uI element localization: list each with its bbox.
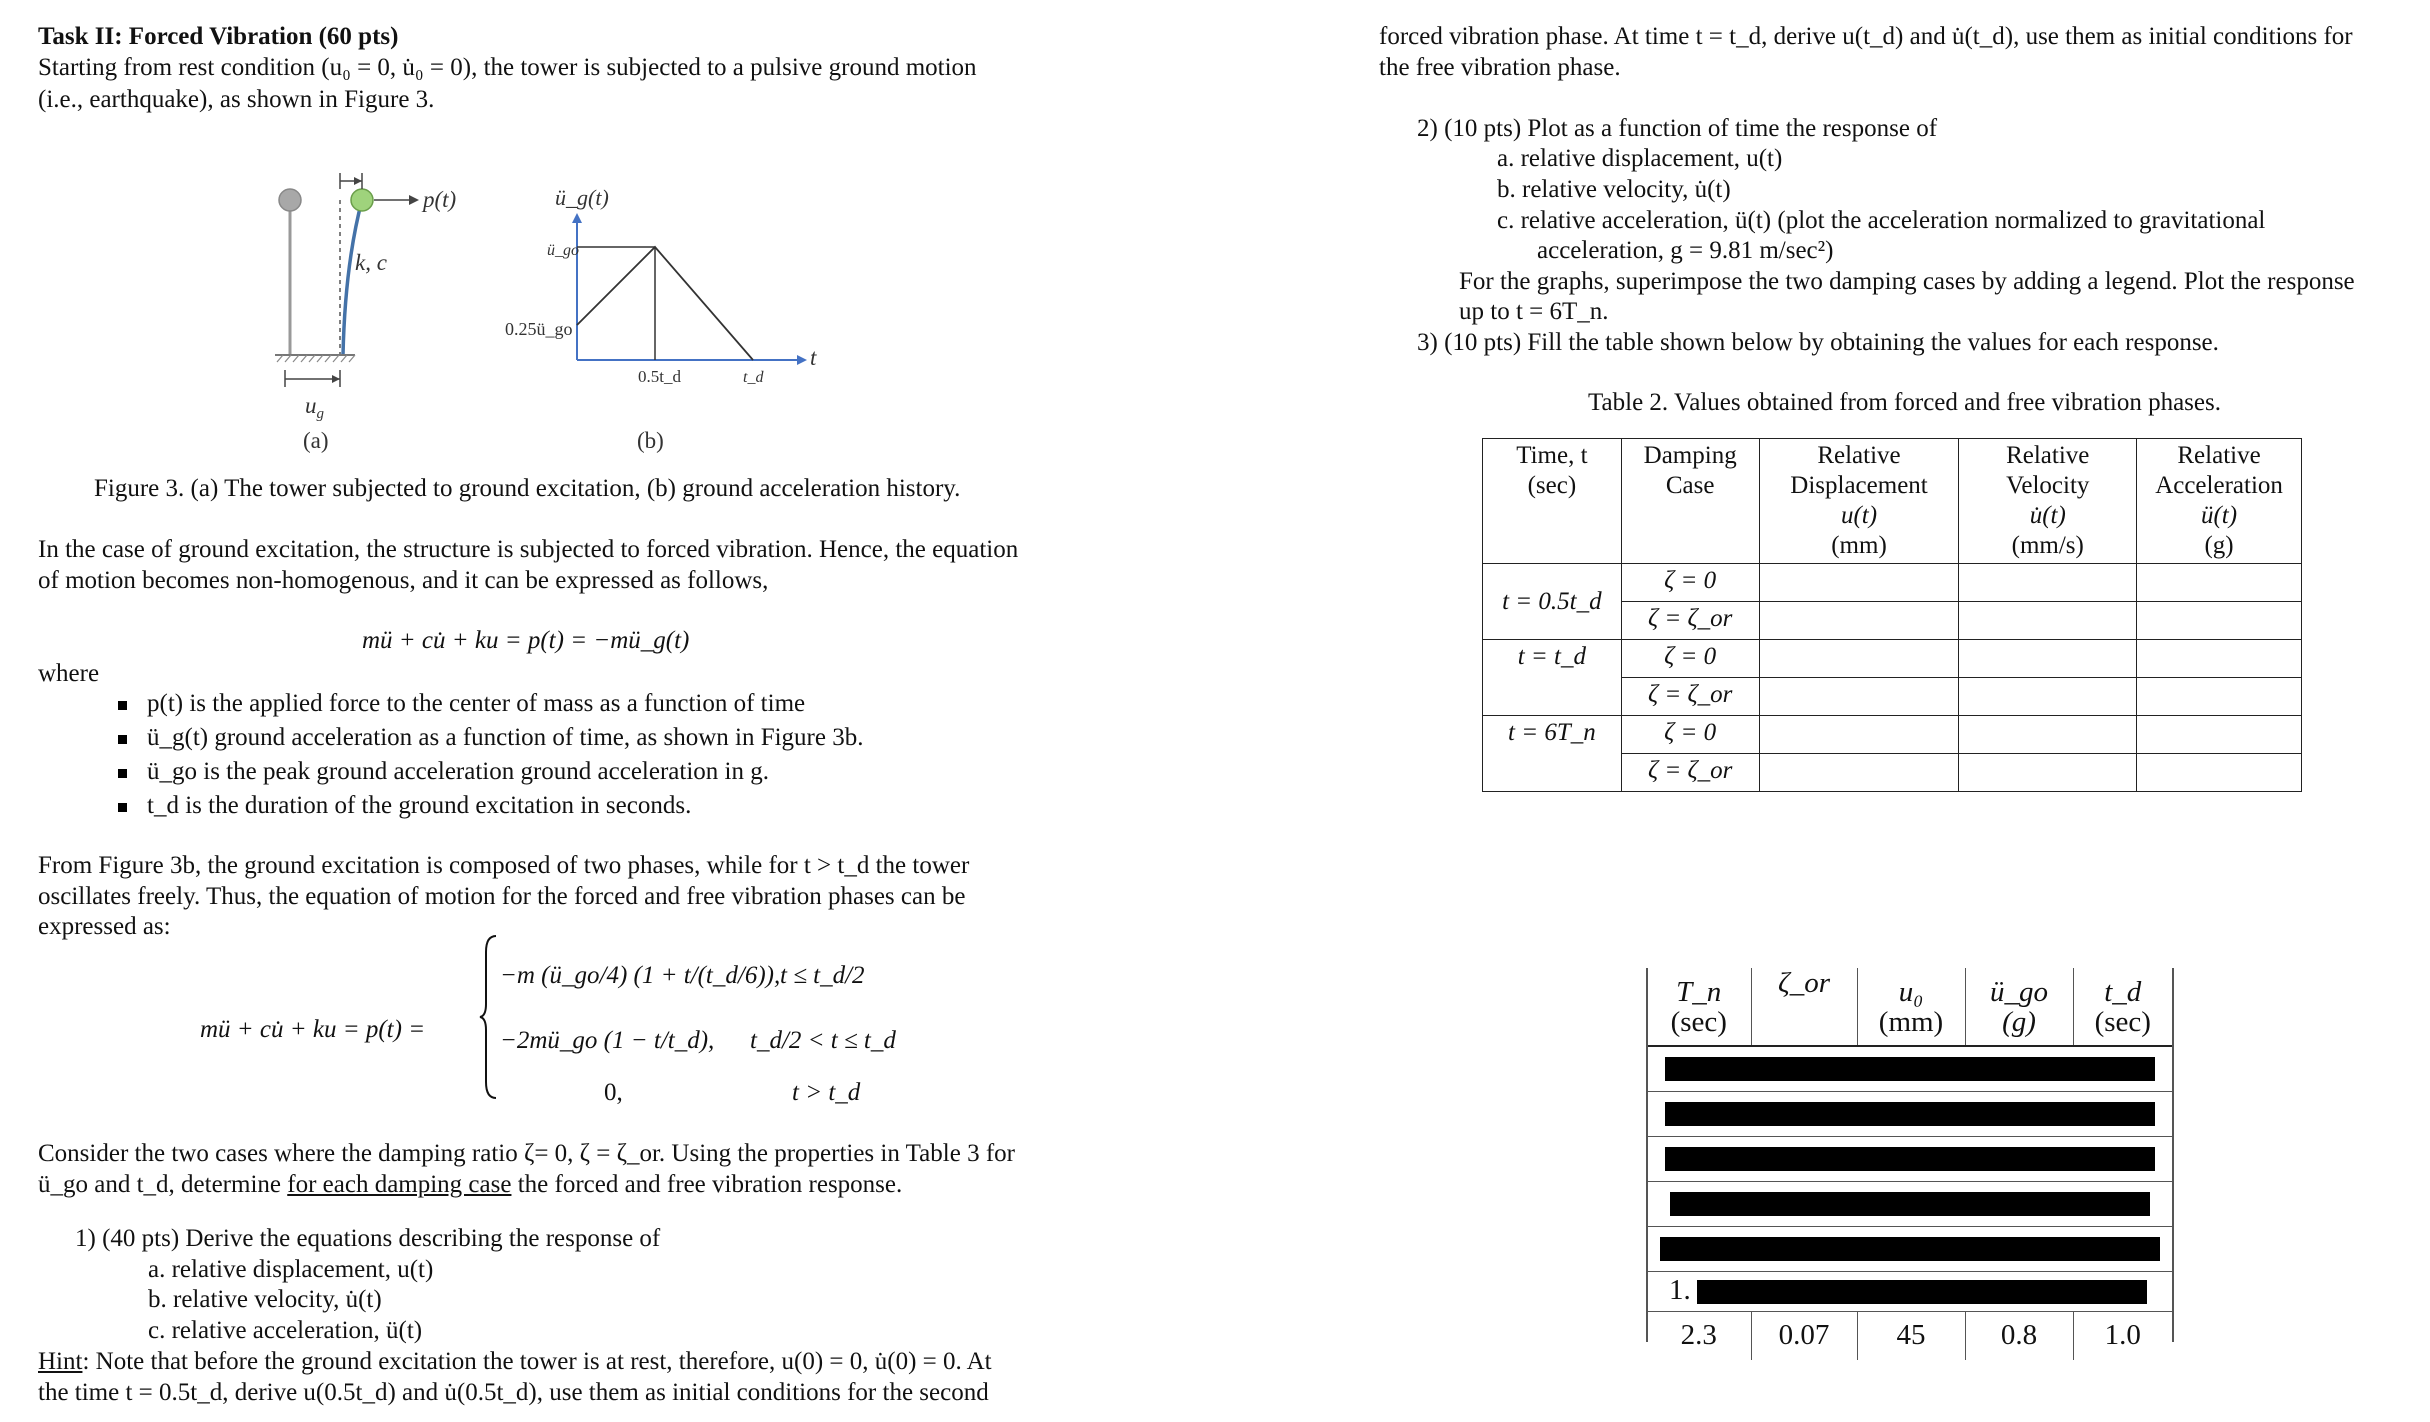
table-3-cell: 0.07: [1751, 1312, 1857, 1360]
eq2-cond2: t_d/2 < t ≤ t_d: [750, 1027, 896, 1054]
table-2-empty-cell[interactable]: [1959, 716, 2137, 754]
table-2-header: Relative Displacement u(t) (mm): [1759, 439, 1959, 564]
figure-3: [255, 155, 1035, 475]
table-2-damping-cell: ζ = 0: [1621, 564, 1759, 602]
table-2-empty-cell[interactable]: [2137, 602, 2302, 640]
label-td: t_d: [743, 369, 764, 386]
label-025ugo: 0.25ü_go: [505, 319, 573, 339]
label-05td: 0.5t_d: [638, 367, 681, 386]
table-2-empty-cell[interactable]: [1959, 602, 2137, 640]
table-2-empty-cell[interactable]: [1959, 754, 2137, 792]
table-row: [1483, 716, 2302, 754]
table-row: [1483, 564, 2302, 602]
table-2-header: Relative Acceleration ü(t) (g): [2137, 439, 2302, 564]
label-pt: p(t): [423, 187, 457, 212]
redaction-bar: [1660, 1237, 2160, 1261]
table-2-header: Time, t (sec): [1483, 439, 1622, 564]
bullet-item: p(t) is the applied force to the center of mass as a function of time: [118, 688, 863, 722]
table-2-empty-cell[interactable]: [2137, 754, 2302, 792]
label-t: t: [810, 345, 817, 370]
table-3: [1647, 968, 2172, 1360]
question-2-note1: For the graphs, superimpose the two damping cases by adding a legend. Plot the response: [1459, 268, 2355, 295]
table-3-redacted-row: [1647, 1227, 2172, 1272]
table-2-damping-cell: ζ = ζ_or: [1621, 678, 1759, 716]
table-3-header: ü_go (g): [1965, 968, 2073, 1046]
continuation-line2: the free vibration phase.: [1379, 54, 1621, 81]
figure-3-caption: Figure 3. (a) The tower subjected to ground excitation, (b) ground acceleration history.: [94, 475, 961, 502]
table-3-cell: 2.3: [1647, 1312, 1751, 1360]
label-ugo: ü_go: [547, 242, 579, 259]
eq2-case1: −m (ü_go/4) (1 + t/(t_d/6)),: [500, 962, 781, 989]
question-2-note2: up to t = 6T_n.: [1459, 298, 1609, 325]
equation-motion: mü + cu̇ + ku = p(t) = −mü_g(t): [362, 627, 690, 654]
label-ug-sub: g: [316, 406, 324, 422]
figure-3a-tower: [275, 173, 456, 453]
label-b: (b): [637, 428, 664, 453]
bullet-item: t_d is the duration of the ground excitation in seconds.: [118, 790, 863, 824]
table-2-empty-cell[interactable]: [1959, 640, 2137, 678]
label-kc: k, c: [355, 250, 387, 275]
figure-3b-plot: [505, 185, 817, 453]
table-3-partial-row: [1647, 1272, 2172, 1312]
table-3-header: u₀ (mm): [1857, 968, 1965, 1046]
table-2-empty-cell[interactable]: [1759, 640, 1959, 678]
table-2-damping-cell: ζ = 0: [1621, 640, 1759, 678]
question-1: 1) (40 pts) Derive the equations describing the response of: [75, 1225, 661, 1252]
table-2-empty-cell[interactable]: [2137, 640, 2302, 678]
hint-line2: the time t = 0.5t_d, derive u(0.5t_d) and u̇(0.5t_d), use them as initial conditions for the second: [38, 1379, 989, 1406]
table-2-empty-cell[interactable]: [1759, 716, 1959, 754]
table-3-cell: 1.0: [2104, 1319, 2141, 1352]
table-2-time-cell: t = 0.5t_d: [1483, 564, 1622, 640]
table-2-caption: Table 2. Values obtained from forced and free vibration phases.: [1588, 389, 2221, 416]
table-row: [1647, 1312, 2172, 1360]
table-row: [1483, 640, 2302, 678]
table-2-empty-cell[interactable]: [1959, 564, 2137, 602]
table-2-empty-cell[interactable]: [2137, 564, 2302, 602]
para3-line2: ü_go and t_d, determine for each damping case the forced and free vibration response.: [38, 1171, 903, 1198]
bullet-item: ü_g(t) ground acceleration as a function of time, as shown in Figure 3b.: [118, 722, 863, 756]
eq2-cond3: t > t_d: [792, 1079, 861, 1106]
task-title: Task II: Forced Vibration (60 pts): [38, 23, 399, 50]
para3-line1: Consider the two cases where the damping ratio ζ= 0, ζ = ζ_or. Using the properties in Table 3 for: [38, 1140, 1015, 1167]
table-2-empty-cell[interactable]: [2137, 678, 2302, 716]
svg-text:ug: [305, 393, 325, 422]
label-ug: u: [305, 393, 317, 418]
table-3-header-row: [1647, 968, 2172, 1046]
table-3-redacted-row: [1647, 1092, 2172, 1137]
table-3-redacted-row: [1647, 1046, 2172, 1092]
label-a: (a): [303, 428, 329, 453]
label-ugt: ü_g(t): [555, 185, 609, 210]
para1-line1: In the case of ground excitation, the structure is subjected to forced vibration. Hence, the equation: [38, 536, 1019, 563]
para2-line3: expressed as:: [38, 913, 171, 940]
question-1c: c. relative acceleration, ü(t): [148, 1317, 423, 1344]
table-3-header: T_n (sec): [1647, 968, 1751, 1046]
table-2-header: Relative Velocity u̇(t) (mm/s): [1959, 439, 2137, 564]
table-2-time-cell: t = t_d: [1483, 640, 1622, 716]
intro-line-2: (i.e., earthquake), as shown in Figure 3.: [38, 86, 435, 113]
redaction-bar: [1697, 1280, 2147, 1304]
eq2-case3: 0,: [604, 1079, 623, 1106]
table-2-header: Damping Case: [1621, 439, 1759, 564]
table-2-damping-cell: ζ = ζ_or: [1621, 602, 1759, 640]
table-2-empty-cell[interactable]: [1759, 754, 1959, 792]
bullet-item: ü_go is the peak ground acceleration ground acceleration in g.: [118, 756, 863, 790]
eq2-brace: [478, 932, 500, 1102]
para2-line1: From Figure 3b, the ground excitation is composed of two phases, while for t > t_d the tower: [38, 852, 970, 879]
table-2-empty-cell[interactable]: [1759, 602, 1959, 640]
table-3-cell: 45: [1857, 1312, 1965, 1360]
table-2-time-cell: t = 6T_n: [1483, 716, 1622, 792]
question-3: 3) (10 pts) Fill the table shown below by obtaining the values for each response.: [1417, 329, 2219, 356]
table-3-left-border: [1646, 968, 1648, 1342]
para2-line2: oscillates freely. Thus, the equation of motion for the forced and free vibration phases can be: [38, 883, 966, 910]
table-3-partial-cell: 1.: [1669, 1274, 1691, 1306]
question-2a: a. relative displacement, u(t): [1497, 145, 1783, 172]
table-3-header: ζ_or: [1751, 968, 1857, 1046]
table-3-right-border: [2172, 968, 2174, 1342]
table-3-header: t_d (sec): [2094, 975, 2151, 1038]
redaction-bar: [1670, 1192, 2150, 1216]
eq2-cond1: t ≤ t_d/2: [780, 962, 865, 989]
continuation-line1: forced vibration phase. At time t = t_d, derive u(t_d) and u̇(t_d), use them as initial conditions for: [1379, 23, 2353, 50]
question-1a: a. relative displacement, u(t): [148, 1256, 434, 1283]
table-2-empty-cell[interactable]: [1759, 564, 1959, 602]
intro-line-1: Starting from rest condition (u₀ = 0, u̇₀ = 0), the tower is subjected to a pulsive ground motion: [38, 54, 977, 81]
redaction-bar: [1665, 1102, 2155, 1126]
question-2: 2) (10 pts) Plot as a function of time the response of: [1417, 115, 1938, 142]
table-2-header-row: [1483, 439, 2302, 564]
table-3-redacted-row: [1647, 1182, 2172, 1227]
eq2-case2: −2mü_go (1 − t/t_d),: [500, 1027, 715, 1054]
redaction-bar: [1665, 1147, 2155, 1171]
table-3-redacted-row: [1647, 1137, 2172, 1182]
where-label: where: [38, 660, 100, 687]
table-2-damping-cell: ζ = ζ_or: [1621, 754, 1759, 792]
table-2-empty-cell[interactable]: [2137, 716, 2302, 754]
eq2-lhs: mü + cu̇ + ku = p(t) =: [200, 1016, 426, 1043]
hint-line1: Hint: Note that before the ground excitation the tower is at rest, therefore, u(0) = 0, u̇(0) = 0. At: [38, 1348, 992, 1375]
table-2-empty-cell[interactable]: [1959, 678, 2137, 716]
bullet-list: [118, 688, 863, 824]
question-2c-line2: acceleration, g = 9.81 m/sec²): [1537, 237, 1834, 264]
para1-line2: of motion becomes non-homogenous, and it can be expressed as follows,: [38, 567, 769, 594]
question-1b: b. relative velocity, u̇(t): [148, 1286, 382, 1313]
table-2-empty-cell[interactable]: [1759, 678, 1959, 716]
table-2-damping-cell: ζ = 0: [1621, 716, 1759, 754]
table-2: [1482, 438, 2302, 792]
redaction-bar: [1665, 1057, 2155, 1081]
table-3-cell: 0.8: [1965, 1312, 2073, 1360]
question-2b: b. relative velocity, u̇(t): [1497, 176, 1731, 203]
question-2c-line1: c. relative acceleration, ü(t) (plot the acceleration normalized to gravitational: [1497, 207, 2266, 234]
